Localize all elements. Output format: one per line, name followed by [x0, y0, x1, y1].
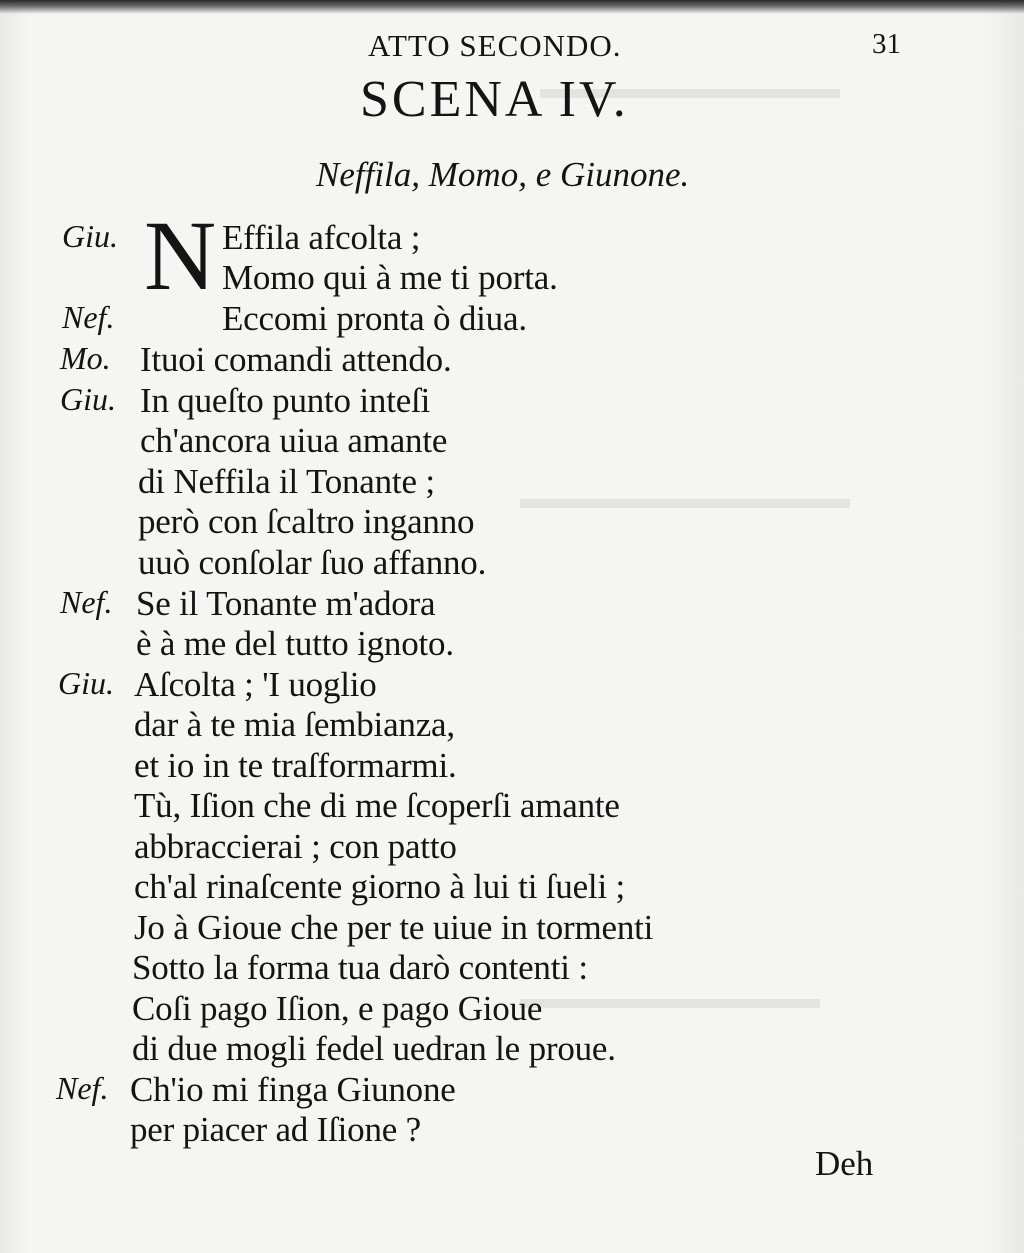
show-through-block: ▬▬▬▬▬▬▬▬▬▬ [540, 72, 840, 105]
speaker-label: Nef. [60, 584, 113, 620]
speaker-label: Giu. [60, 381, 116, 417]
verse-line: per piacer ad Iſione ? [130, 1110, 421, 1149]
verse-line: Aſcolta ; 'I uoglio [134, 665, 377, 704]
drop-cap-initial: N [144, 200, 217, 311]
catchword: Deh [815, 1144, 874, 1183]
speaker-label: Giu. [58, 665, 114, 701]
verse-line: et io in te traſformarmi. [134, 746, 457, 785]
verse-line: di due mogli fedel uedran le proue. [132, 1029, 616, 1068]
verse-line: In queſto punto inteſi [140, 381, 431, 420]
verse-line: Sotto la forma tua darò contenti : [132, 948, 588, 987]
show-through-block: ▬▬▬▬▬▬▬▬▬▬▬ [520, 482, 850, 515]
verse-line: dar à te mia ſembianza, [134, 705, 455, 744]
verse-line: però con ſcaltro inganno [138, 502, 475, 541]
verse-line: Effila afcolta ; [222, 218, 421, 257]
verse-line: ch'ancora uiua amante [140, 421, 448, 460]
verse-line: Ch'io mi finga Giunone [130, 1070, 456, 1109]
verse-line: uuò conſolar ſuo affanno. [138, 543, 487, 582]
verse-line: ch'al rinaſcente giorno à lui ti ſueli ; [134, 867, 626, 906]
verse-line: Momo qui à me ti porta. [222, 258, 558, 297]
scene-title: SCENA IV. [360, 71, 629, 128]
verse-line: Ituoi comandi attendo. [140, 340, 452, 379]
verse-line: abbraccierai ; con patto [134, 827, 457, 866]
verse-line: Jo à Gioue che per te uiue in tormenti [134, 908, 654, 947]
verse-line: Coſi pago Iſion, e pago Gioue [132, 989, 543, 1028]
verse-line: Tù, Iſion che di me ſcoperſi amante [134, 786, 620, 825]
character-list: Neffila, Momo, e Giunone. [316, 155, 690, 194]
speaker-label: Nef. [56, 1070, 109, 1106]
page-number: 31 [872, 28, 901, 60]
verse-line: è à me del tutto ignoto. [136, 624, 454, 663]
speaker-label: Mo. [60, 340, 111, 376]
show-through-block: ▬▬▬▬▬▬▬▬▬▬ [520, 982, 820, 1015]
speaker-label: Nef. [62, 299, 115, 335]
verse-line: Se il Tonante m'adora [136, 584, 436, 623]
running-head: ATTO SECONDO. [368, 28, 622, 63]
verse-line: di Neffila il Tonante ; [138, 462, 435, 501]
speaker-label: Giu. [62, 218, 118, 254]
scan-top-edge [0, 0, 1024, 14]
verse-line: Eccomi pronta ò diua. [222, 299, 527, 338]
